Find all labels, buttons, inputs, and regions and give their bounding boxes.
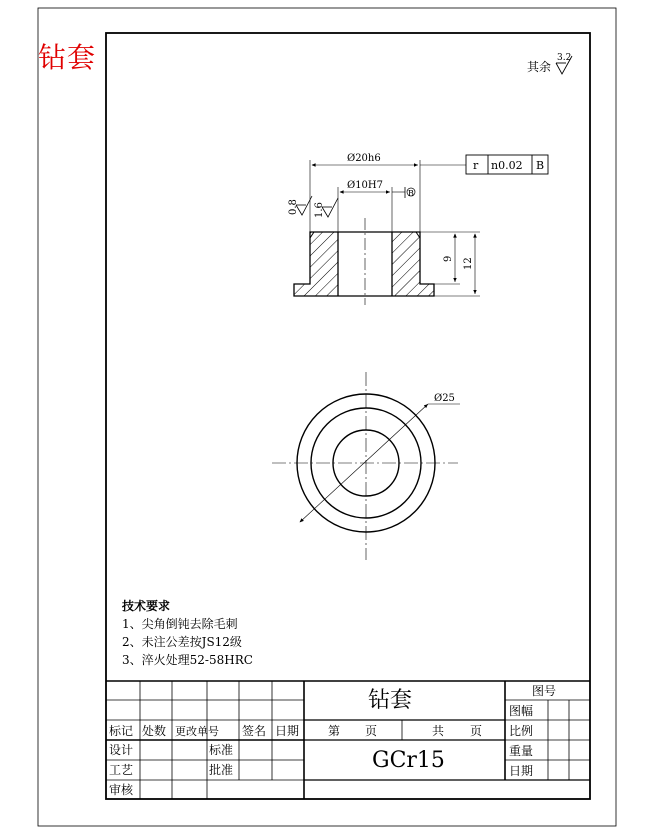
- tech-item-2: 2、未注公差按JS12级: [122, 635, 242, 649]
- label-total-prefix: 共: [432, 724, 445, 738]
- label-total-suffix: 页: [470, 724, 483, 738]
- label-drawing-no: 图号: [532, 684, 557, 698]
- label-process: 工艺: [109, 763, 134, 777]
- roughness-symbol-a: [288, 196, 312, 215]
- dim-outer-diameter: Ø20h6: [347, 153, 381, 164]
- tolerance-datum: B: [536, 159, 545, 172]
- label-sign: 签名: [242, 724, 267, 738]
- material: GCr15: [372, 748, 445, 773]
- label-page-prefix: 第: [328, 724, 341, 738]
- label-count: 处数: [142, 724, 167, 738]
- label-design: 设计: [109, 743, 134, 757]
- label-day: 日期: [275, 724, 300, 738]
- front-section-view: [288, 153, 548, 305]
- label-standard: 标准: [209, 743, 234, 757]
- tech-requirements: [121, 598, 253, 667]
- header-title: 钻套: [38, 41, 97, 74]
- roughness-symbol-b: [314, 198, 338, 218]
- label-mark: 标记: [109, 724, 134, 738]
- tech-item-3: 3、淬火处理52-58HRC: [122, 653, 253, 667]
- roughness-note-prefix: 其余: [527, 60, 552, 74]
- part-name: 钻套: [368, 688, 413, 713]
- label-date: 日期: [509, 764, 534, 778]
- tech-title: 技术要求: [122, 599, 171, 613]
- label-page-suffix: 页: [365, 724, 378, 738]
- label-approve: 批准: [209, 763, 234, 777]
- roughness-a-value: 0.8: [288, 199, 299, 215]
- inner-border: [106, 33, 590, 799]
- tolerance-value: n0.02: [491, 159, 523, 172]
- roughness-note-value: 3.2: [557, 53, 572, 63]
- dim-height-total: 12: [463, 257, 474, 270]
- dim-height-body: 9: [443, 255, 454, 262]
- dim-inner-diameter: Ø10H7: [347, 180, 384, 191]
- tolerance-symbol: r: [473, 159, 479, 172]
- label-scale: 比例: [509, 724, 534, 738]
- roughness-note: [527, 53, 572, 74]
- dim-flange-diameter: Ø25: [434, 393, 455, 404]
- roughness-b-value: 1.6: [314, 202, 325, 218]
- tolerance-frame: [466, 155, 548, 174]
- tech-item-1: 1、尖角倒钝去除毛刺: [122, 617, 238, 631]
- top-view: [272, 372, 460, 560]
- label-review: 审核: [109, 783, 134, 797]
- datum-label: B: [408, 189, 414, 198]
- label-sheet: 图幅: [509, 704, 534, 718]
- title-block: [106, 681, 590, 799]
- label-weight: 重量: [509, 744, 534, 758]
- label-change-doc: 更改单号: [175, 725, 219, 738]
